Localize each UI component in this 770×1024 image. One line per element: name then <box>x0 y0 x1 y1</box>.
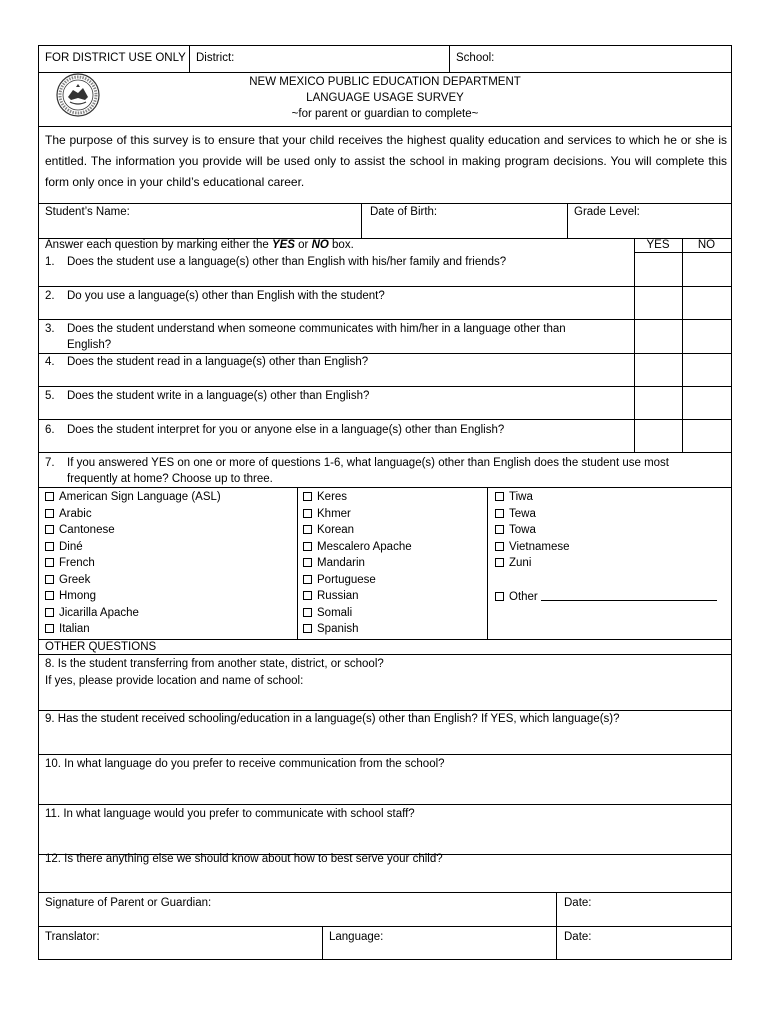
signature-label: Signature of Parent or Guardian: <box>45 897 212 909</box>
question-8-followup: If yes, please provide location and name of school: <box>45 675 304 687</box>
q5-yes-box[interactable] <box>635 387 681 418</box>
q12-answer-area[interactable] <box>40 868 730 892</box>
intro-paragraph: The purpose of this survey is to ensure that your child receives the highest quality education and services to which he or she is entitled. The information you provide will be used only to assist the school in making program decisions. You will complete this form only once in your child’s educational career. <box>45 133 727 189</box>
q11-answer-area[interactable] <box>40 823 730 853</box>
q3-yes-box[interactable] <box>635 320 681 352</box>
question-7-cont: frequently at home? Choose up to three. <box>67 473 273 485</box>
lang-option-zuni[interactable]: Zuni <box>495 556 531 570</box>
q2-no-box[interactable] <box>683 287 730 318</box>
instructions-line: Answer each question by marking either the YES or NO box. <box>45 239 354 251</box>
question-1: 1. Does the student use a language(s) other than English with his/her family and friends? <box>45 256 507 268</box>
survey-subtitle: ~for parent or guardian to complete~ <box>291 108 479 120</box>
question-10: 10. In what language do you prefer to receive communication from the school? <box>45 758 445 770</box>
q6-yes-box[interactable] <box>635 420 681 451</box>
q8-answer-area[interactable] <box>40 690 730 710</box>
school-label: School: <box>456 52 495 64</box>
q5-no-box[interactable] <box>683 387 730 418</box>
student-name-label: Student’s Name: <box>45 206 130 218</box>
q4-yes-box[interactable] <box>635 354 681 385</box>
lang-option-portuguese[interactable]: Portuguese <box>303 573 376 587</box>
language-label: Language: <box>329 931 384 943</box>
no-column-header: NO <box>697 239 716 251</box>
survey-title: LANGUAGE USAGE SURVEY <box>306 92 464 104</box>
lang-option-greek[interactable]: Greek <box>45 573 90 587</box>
question-6: 6. Does the student interpret for you or anyone else in a language(s) other than English? <box>45 424 505 436</box>
yes-column-header: YES <box>646 239 670 251</box>
question-4: 4. Does the student read in a language(s) other than English? <box>45 356 369 368</box>
q4-no-box[interactable] <box>683 354 730 385</box>
question-7: 7. If you answered YES on one or more of questions 1-6, what language(s) other than English does the student use most <box>45 457 669 469</box>
translator-field[interactable] <box>109 927 319 959</box>
question-12: 12. Is there anything else we should know about how to best serve your child? <box>45 853 443 865</box>
translator-label: Translator: <box>45 931 100 943</box>
date-of-birth-label: Date of Birth: <box>370 206 438 218</box>
lang-option-tewa[interactable]: Tewa <box>495 507 536 521</box>
other-language-line[interactable] <box>541 589 717 601</box>
lang-option-khmer[interactable]: Khmer <box>303 507 351 521</box>
lang-option-vietnamese[interactable]: Vietnamese <box>495 540 570 554</box>
lang-option-jicarilla-apache[interactable]: Jicarilla Apache <box>45 606 139 620</box>
lang-option-other[interactable]: Other <box>495 589 717 604</box>
lang-option-arabic[interactable]: Arabic <box>45 507 92 521</box>
lang-option-french[interactable]: French <box>45 556 95 570</box>
lang-option-korean[interactable]: Korean <box>303 523 354 537</box>
lang-option-italian[interactable]: Italian <box>45 622 90 636</box>
lang-option-tiwa[interactable]: Tiwa <box>495 490 533 504</box>
seal-text <box>39 46 40 47</box>
q6-no-box[interactable] <box>683 420 730 451</box>
lang-option-somali[interactable]: Somali <box>303 606 352 620</box>
grade-level-label: Grade Level: <box>574 206 640 218</box>
lang-option-cantonese[interactable]: Cantonese <box>45 523 115 537</box>
question-3-cont: English? <box>67 339 112 351</box>
other-questions-heading: OTHER QUESTIONS <box>45 641 157 653</box>
q9-answer-area[interactable] <box>40 728 730 753</box>
q1-yes-box[interactable] <box>635 253 681 285</box>
q2-yes-box[interactable] <box>635 287 681 318</box>
lang-option-dine[interactable]: Diné <box>45 540 83 554</box>
language-usage-survey-form <box>38 45 732 960</box>
q3-no-box[interactable] <box>683 320 730 352</box>
question-11: 11. In what language would you prefer to communicate with school staff? <box>45 808 415 820</box>
lang-option-keres[interactable]: Keres <box>303 490 347 504</box>
question-8: 8. Is the student transferring from another state, district, or school? <box>45 658 384 670</box>
lang-option-towa[interactable]: Towa <box>495 523 536 537</box>
question-5: 5. Does the student write in a language(s) other than English? <box>45 390 370 402</box>
district-label: District: <box>196 52 235 64</box>
lang-option-mescalero-apache[interactable]: Mescalero Apache <box>303 540 412 554</box>
district-use-label: FOR DISTRICT USE ONLY <box>45 52 186 64</box>
lang-option-asl[interactable]: American Sign Language (ASL) <box>45 490 221 504</box>
question-3: 3. Does the student understand when someone communicates with him/her in a language other than <box>45 323 566 335</box>
question-9: 9. Has the student received schooling/education in a language(s) other than English? If YES, which language(s)? <box>45 713 620 725</box>
lang-option-mandarin[interactable]: Mandarin <box>303 556 365 570</box>
signature-date-field[interactable] <box>599 893 729 923</box>
translator-language-field[interactable] <box>389 927 553 959</box>
lang-option-russian[interactable]: Russian <box>303 589 359 603</box>
translator-date-field[interactable] <box>599 927 729 959</box>
dept-title: NEW MEXICO PUBLIC EDUCATION DEPARTMENT <box>249 76 521 88</box>
lang-option-spanish[interactable]: Spanish <box>303 622 359 636</box>
translator-date-label: Date: <box>564 931 592 943</box>
q1-no-box[interactable] <box>683 253 730 285</box>
signature-date-label: Date: <box>564 897 592 909</box>
question-2: 2. Do you use a language(s) other than English with the student? <box>45 290 385 302</box>
signature-field[interactable] <box>199 893 555 923</box>
q10-answer-area[interactable] <box>40 773 730 803</box>
lang-option-hmong[interactable]: Hmong <box>45 589 96 603</box>
